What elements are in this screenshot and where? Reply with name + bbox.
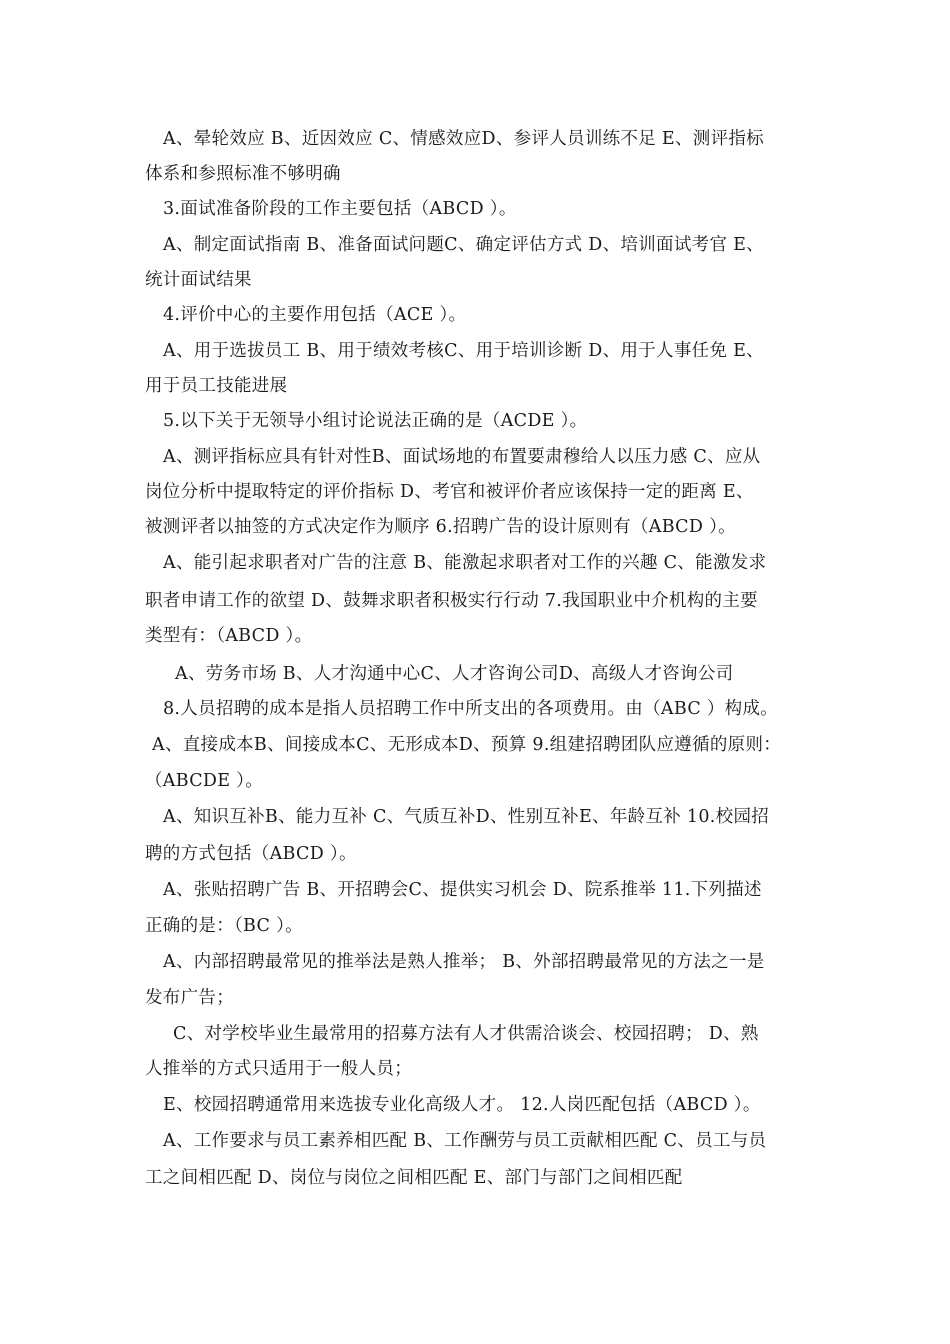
text-line: 体系和参照标准不够明确 — [145, 164, 341, 184]
question-line: 4.评价中心的主要作用包括（ACE ）。 — [163, 305, 467, 325]
text-line: A、张贴招聘广告 B、开招聘会C、提供实习机会 D、院系推举 11.下列描述 — [163, 880, 762, 900]
text-line: A、劳务市场 B、人才沟通中心C、人才咨询公司D、高级人才咨询公司 — [175, 664, 734, 684]
text-line: 被测评者以抽签的方式决定作为顺序 6.招聘广告的设计原则有（ABCD ）。 — [145, 517, 736, 537]
text-line: 统计面试结果 — [145, 270, 252, 290]
text-line: 正确的是：（BC ）。 — [145, 916, 303, 936]
text-line: E、校园招聘通常用来选拔专业化高级人才。 12.人岗匹配包括（ABCD ）。 — [163, 1095, 761, 1115]
question-line: 8.人员招聘的成本是指人员招聘工作中所支出的各项费用。由（ABC ）构成。 — [163, 699, 779, 719]
text-line: 工之间相匹配 D、岗位与岗位之间相匹配 E、部门与部门之间相匹配 — [145, 1168, 683, 1188]
text-line: 聘的方式包括（ABCD ）。 — [145, 844, 357, 864]
text-line: 类型有：（ABCD ）。 — [145, 626, 313, 646]
text-line: A、测评指标应具有针对性B、面试场地的布置要肃穆给人以压力感 C、应从 — [163, 447, 761, 467]
text-line: A、用于选拔员工 B、用于绩效考核C、用于培训诊断 D、用于人事任免 E、 — [163, 341, 764, 361]
text-line: A、工作要求与员工素养相匹配 B、工作酬劳与员工贡献相匹配 C、员工与员 — [163, 1131, 767, 1151]
question-line: 5.以下关于无领导小组讨论说法正确的是（ACDE ）。 — [163, 411, 588, 431]
text-line: 用于员工技能进展 — [145, 376, 288, 396]
text-line: C、对学校毕业生最常用的招募方法有人才供需洽谈会、校园招聘； D、熟 — [173, 1024, 759, 1044]
text-line: A、制定面试指南 B、准备面试问题C、确定评估方式 D、培训面试考官 E、 — [163, 235, 764, 255]
text-line: 职者申请工作的欲望 D、鼓舞求职者积极实行行动 7.我国职业中介机构的主要 — [145, 591, 758, 611]
text-line: A、能引起求职者对广告的注意 B、能激起求职者对工作的兴趣 C、能激发求 — [163, 553, 767, 573]
text-line: 发布广告； — [145, 988, 234, 1008]
text-line: A、直接成本B、间接成本C、无形成本D、预算 9.组建招聘团队应遵循的原则： — [152, 735, 782, 755]
text-line: A、晕轮效应 B、近因效应 C、情感效应D、参评人员训练不足 E、测评指标 — [163, 129, 764, 149]
text-line: 人推举的方式只适用于一般人员； — [145, 1059, 412, 1079]
question-line: 3.面试准备阶段的工作主要包括（ABCD ）。 — [163, 199, 517, 219]
text-line: （ABCDE ）。 — [145, 771, 264, 791]
text-line: 岗位分析中提取特定的评价指标 D、考官和被评价者应该保持一定的距离 E、 — [145, 482, 754, 502]
text-line: A、内部招聘最常见的推举法是熟人推举； B、外部招聘最常见的方法之一是 — [163, 952, 765, 972]
text-line: A、知识互补B、能力互补 C、气质互补D、性别互补E、年龄互补 10.校园招 — [163, 807, 770, 827]
